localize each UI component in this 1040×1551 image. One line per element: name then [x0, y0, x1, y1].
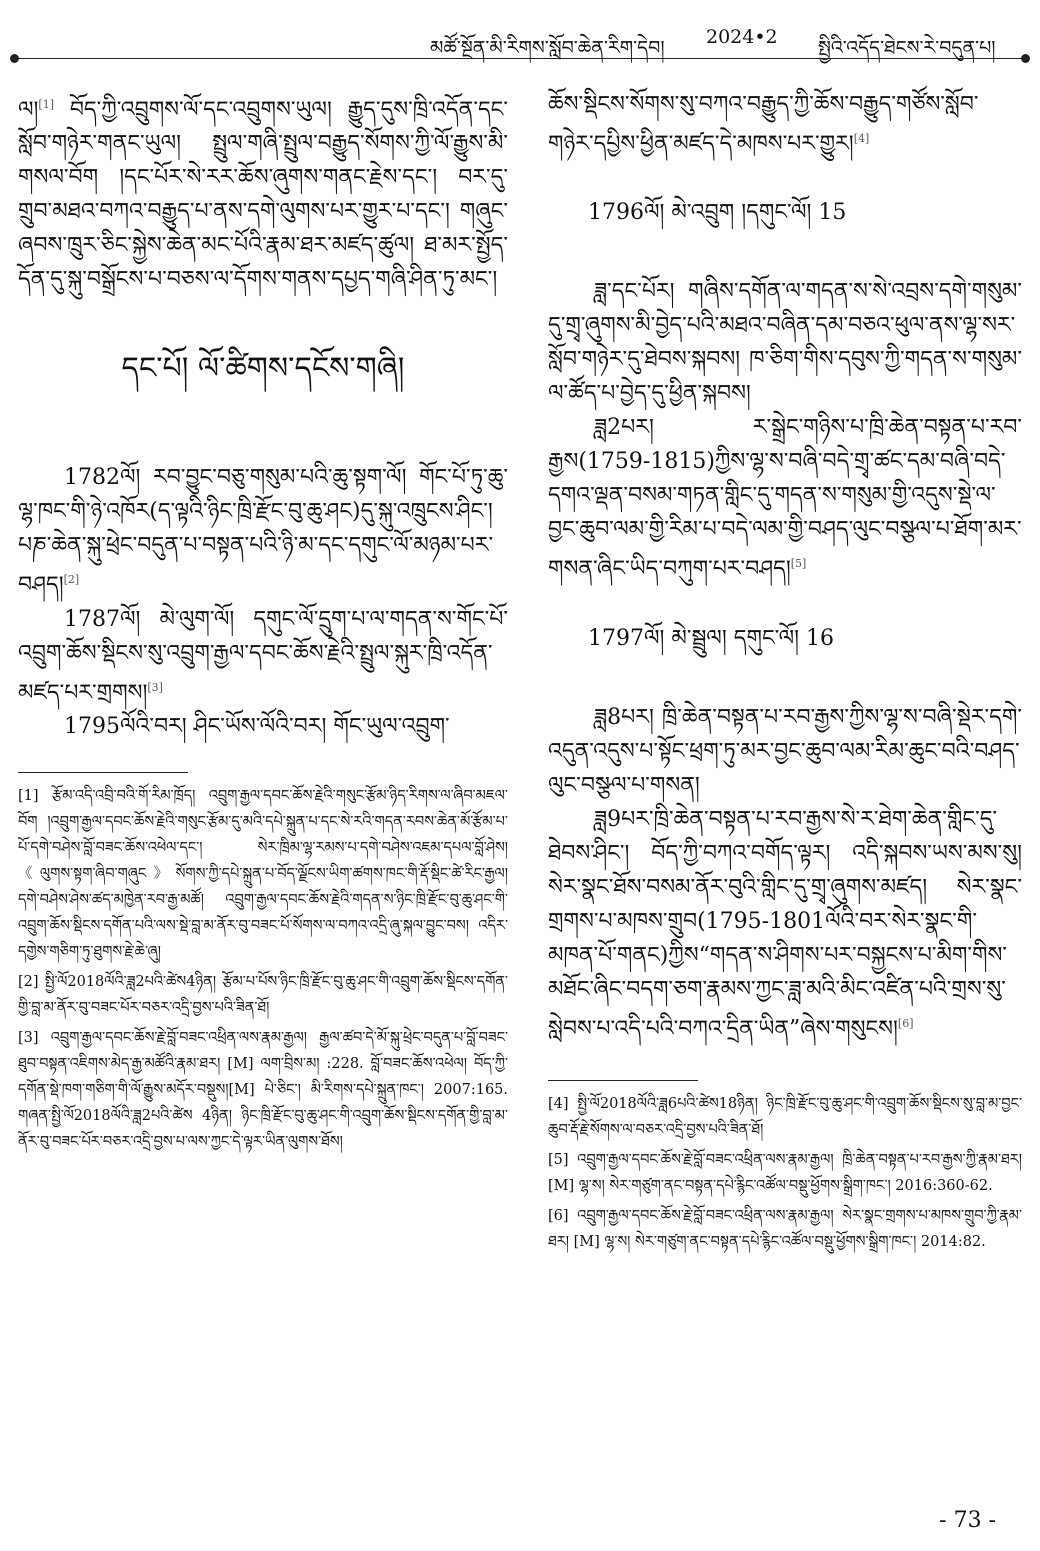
subheading-1797: 1797ལོ། མེ་སྦྲུལ། དགུང་ལོ། 16	[588, 625, 835, 651]
running-title: སྤྱིའི་འདོད་ཐེངས་རེ་བདུན་པ།	[818, 37, 996, 59]
paragraph-1797-b: ཟླ9པར་ཁྲི་ཆེན་བསྟན་པ་རབ་རྒྱས་སེ་ར་ཐེག་ཆེན་གླིང་དུ་ཐེབས་ཤིང་། བོད་ཀྱི་བཀའ་བགོད་ལྟར། འདི་སྐབས་ཡས་མས་སུ། སེར་སྣང་ཐོས་བསམ་ནོར་བུའི་གླིང་དུ་གྲྭ་ཞུགས་མཛད། སེར་སྣང་གྲགས་པ་མཁས་གྲུབ(1795-1801ལོའི་བར་སེར་སྣང་གི་མཁན་པོ་གནང)ཀྱིས“གདན་ས་ཤིགས་པར་བསྐྱངས་པ་མིག་གིས་མཐོང་ཞིང་བདག་ཅག་རྣམས་ཀྱང་ཟླ་མའི་མིང་འཛིན་པའི་གྲས་སུ་སླེབས་པ་འདི་པའི་བཀའ་དྲིན་ཡིན”ཞེས་གསུངས།[6]	[548, 806, 1022, 1041]
paragraph-1797-a: ཟླ8པར། ཁྲི་ཆེན་བསྟན་པ་རབ་རྒྱས་ཀྱིས་ལྷ་ས་བཞི་སྡེར་དགེ་འདུན་འདུས་པ་སྟོང་ཕྲག་ཏུ་མར་བྱང་ཆུབ་ལམ་རིམ་ཆུང་བའི་བཤད་ལུང་བསྩལ་པ་གསན།	[548, 704, 1022, 798]
issue-number: 2024•2	[706, 26, 778, 48]
header-dot-right	[1021, 54, 1030, 63]
header-rule	[14, 58, 1026, 59]
paragraph-1795: 1795ལོའི་བར། ཤིང་ཡོས་ལོའི་བར། གོང་ཡུལ་འབྲུག་	[64, 713, 450, 739]
paragraph-1787: 1787ལོ། མེ་ལུག་ལོ། དགུང་ལོ་དྲུག་པ་ལ་གདན་ས་གོང་པོ་འབྲུག་ཆོས་སྡིངས་སུ་འབྲུག་རྒྱལ་དབང་ཆོས་རྗེའི་སྤྲུལ་སྐུར་ཁྲི་འདོན་མཛད་པར་གྲགས།[3]	[18, 606, 508, 705]
footnote-6: [6] འབྲུག་རྒྱལ་དབང་ཆོས་རྗེ་བློ་བཟང་འཕྲིན་ལས་རྣམ་རྒྱལ། སེར་སྣང་གྲགས་པ་མཁས་གྲུབ་ཀྱི་རྣམ་ཐར། [M] ལྷ་ས། སེར་གཙུག་ནང་བསྟན་དཔེ་རྙིང་འཚོལ་བསྡུ་ཕྱོགས་སྒྲིག་ཁང་། 2014:82.	[548, 1207, 1022, 1250]
footnote-marker: [6]	[897, 1016, 914, 1030]
footnote-marker: [5]	[790, 557, 807, 571]
paragraph-1796-a: ཟླ་དང་པོར། གཞིས་དགོན་ལ་གདན་ས་སེ་འབྲས་དགེ་གསུམ་དུ་གྲྭ་ཞུགས་མི་བྱེད་པའི་མཐའ་བཞིན་དམ་བཅའ་ཕུལ་ནས་ལྷ་སར་སློབ་གཉེར་དུ་ཐེབས་སྐབས། ཁ་ཅིག་གིས་དབུས་ཀྱི་གདན་ས་གསུམ་ལ་ཚོད་པ་བྱེད་དུ་ཕྱིན་སྐབས།	[548, 279, 1022, 407]
intro-paragraph: ལ།[1] བོད་ཀྱི་འབྲུགས་ལོ་དང་འབྲུགས་ཡུལ། རྒྱུད་དུས་ཁྲི་འདོན་དང་སློབ་གཉེར་གནང་ཡུལ། སྤྲུལ་གཞི་སྤྲུལ་བརྒྱུད་སོགས་ཀྱི་ལོ་རྒྱུས་མི་གསལ་བོག །དང་པོར་སེ་རར་ཆོས་ཞུགས་གནང་རྗེས་དང་། བར་དུ་གྲུབ་མཐའ་བཀའ་བརྒྱུད་པ་ནས་དགེ་ལུགས་པར་གྱུར་པ་དང་། གཞུང་ཞབས་ཁྲུར་ཅིང་སྐྱེས་ཆེན་མང་པོའི་རྣམ་ཐར་མཛད་ཚུལ། ཐ་མར་སྤྱོད་དོན་དུ་སྐུ་བསྒྲོངས་པ་བཅས་ལ་དོགས་གནས་དཔྱད་གཞི་ཤིན་ཏུ་མང་།	[18, 97, 508, 293]
paragraph-1796-b: ཟླ2པར། ར་སྒྲེང་གཉིས་པ་ཁྲི་ཆེན་བསྟན་པ་རབ་རྒྱས(1759-1815)ཀྱིས་ལྷ་ས་བཞི་བདེ་གྲྭ་ཚང་དམ་བཞི་བདེ་དགའ་ལྡན་བསམ་གཏན་གླིང་དུ་གདན་ས་གསུམ་གྱི་འདུས་སྡེ་ལ་བྱང་ཆུབ་ལམ་གྱི་རིམ་པ་བདེ་ལམ་གྱི་བཤད་ལུང་བསྩལ་པ་ཐོག་མར་གསན་ཞིང་ཡིད་བཀུག་པར་བཤད།[5]	[548, 415, 1022, 582]
section-heading: དང་པོ། ལོ་ཚིགས་དངོས་གཞི།	[121, 351, 405, 387]
footnote-3: [3] འབྲུག་རྒྱལ་དབང་ཆོས་རྗེ་བློ་བཟང་འཕྲིན་ལས་རྣམ་རྒྱལ། རྒྱལ་ཚབ་དེ་མོ་སྐུ་ཕྲེང་བདུན་པ་བློ་བཟང་ཐུབ་བསྟན་འཇིགས་མེད་རྒྱ་མཚོའི་རྣམ་ཐར། [M] ལག་བྲིས་མ། :228. བློ་བཟང་ཆོས་འཕེལ། བོད་ཀྱི་དགོན་སྡེ་ཁག་གཅིག་གི་ལོ་རྒྱུས་མདོར་བསྡུས།[M] པེ་ཅིང་། མི་རིགས་དཔེ་སྐྲུན་ཁང་། 2007:165. གཞན་སྤྱི་ལོ2018ལོའི་ཟླ2པའི་ཚེས 4ཉིན། ཉིང་ཁྲི་རྫོང་བུ་ཆུ་ཤང་གི་འབྲུག་ཆོས་སྡིངས་དགོན་གྱི་བླ་མ་ནོར་བུ་བཟང་པོར་བཅར་འདྲི་བྱས་པ་ལས་ཀྱང་དེ་ལྟར་ཡིན་ལུགས་ཐོས།	[18, 1029, 508, 1150]
page-header	[0, 0, 1040, 62]
footnote-1: [1] རྩོམ་འདི་འབྲི་བའི་གོ་རིམ་ཁྲོད། འབྲུག་རྒྱལ་དབང་ཆོས་རྗེའི་གསུང་རྩོམ་ཉིད་རིགས་ལ་ཞིབ་མཇལ་བོག །འབྲུག་རྒྱལ་དབང་ཆོས་རྗེའི་གསུང་རྩོམ་དུ་མའི་དཔེ་སྐྲུན་པ་དང་སེ་རའི་གདན་རབས་ཆེན་མོ་རྩོམ་པ་པོ་དགེ་བཤེས་བློ་བཟང་ཆོས་འཕེལ་དང་། སེར་ཁྲིམ་ལྷ་རམས་པ་དགེ་བཤེས་འཇམ་དཔལ་བློ་ཤེས། 《ལུགས་སྟག་ཞིབ་གཞུང》སོགས་ཀྱི་དཔེ་སྐྲུན་པ་བོད་ལྗོངས་ཡིག་ཚགས་ཁང་གི་རྡོ་སྡིང་ཚེ་རིང་རྒྱལ། དགེ་བཤེས་ཤེས་ཚད་མཁྱེན་རབ་རྒྱ་མཚོ། འབྲུག་རྒྱལ་དབང་ཆོས་རྗེའི་གདན་ས་ཉིང་ཁྲི་རྫོང་བུ་ཆུ་ཤང་གི་འབྲུག་ཆོས་སྡིངས་དགོན་པའི་ལས་སྡེ་བླ་མ་ནོར་བུ་བཟང་པོ་སོགས་ལ་བཀའ་འདྲི་ཞུ་སྐལ་བྱུང་བས། འདིར་དགྱེས་གཅིག་ཏུ་ཐུགས་རྗེ་ཆེ་ཞུ།	[18, 787, 508, 960]
footnote-marker: [4]	[853, 132, 870, 145]
left-column	[18, 88, 508, 1159]
footnote-rule	[548, 1080, 698, 1081]
page-number: - 73 -	[939, 1508, 996, 1533]
footnote-marker: [3]	[147, 680, 163, 694]
continuation-paragraph: ཆོས་སྡིངས་སོགས་སུ་བཀའ་བརྒྱུད་ཀྱི་ཆོས་བརྒྱུད་གཙོས་སློབ་གཉེར་དཔྱིས་ཕྱིན་མཛད་དེ་མཁས་པར་གྱུར།[4]	[548, 92, 979, 157]
journal-title: མཚོ་སྔོན་མི་རིགས་སློབ་ཆེན་རིག་དེབ།	[430, 37, 665, 59]
right-column	[548, 88, 1022, 1259]
footnote-marker: [2]	[63, 573, 80, 587]
footnote-5: [5] འབྲུག་རྒྱལ་དབང་ཆོས་རྗེ་བློ་བཟང་འཕྲིན་ལས་རྣམ་རྒྱལ། ཁྲི་ཆེན་བསྟན་པ་རབ་རྒྱས་ཀྱི་རྣམ་ཐར། [M] ལྷ་ས། སེར་གཙུག་ནང་བསྟན་དཔེ་རྙིང་འཚོལ་བསྡུ་ཕྱོགས་སྒྲིག་ཁང་། 2016:360-62.	[548, 1151, 1022, 1194]
footnote-rule	[18, 772, 188, 773]
paragraph-1782: 1782ལོ། རབ་བྱུང་བཅུ་གསུམ་པའི་ཆུ་སྟག་ལོ། གོང་པོ་ཏུ་ཆུ་ལྷ་ཁང་གི་ཉེ་འཁོར(ད་ལྟའི་ཉིང་ཁྲི་རྫོང་བུ་ཆུ་ཤང)དུ་སྐུ་འཁྲུངས་ཤིང་། པཎ་ཆེན་སྐུ་ཕྲེང་བདུན་པ་བསྟན་པའི་ཉི་མ་དང་དགུང་ལོ་མཉམ་པར་བཤད།[2]	[18, 465, 508, 598]
footnote-2: [2] སྤྱི་ལོ2018ལོའི་ཟླ2པའི་ཚེས4ཉིན། རྩོམ་པ་པོས་ཉིང་ཁྲི་རྫོང་བུ་ཆུ་ཤང་གི་འབྲུག་ཆོས་སྡིངས་དགོན་གྱི་བླ་མ་ནོར་བུ་བཟང་པོར་བཅར་འདྲི་བྱས་པའི་ཟིན་ཐོ།	[18, 973, 508, 1016]
subheading-1796: 1796ལོ། མེ་འབྲུག །དགུང་ལོ། 15	[588, 200, 847, 226]
footnote-4: [4] སྤྱི་ལོ2018ལོའི་ཟླ6པའི་ཚེས18ཉིན། ཉིང་ཁྲི་རྫོང་བུ་ཆུ་ཤང་གི་འབྲུག་ཆོས་སྡིངས་སུ་བླ་མ་བྱང་ཆུབ་རྡོ་རྗེ་སོགས་ལ་བཅར་འདྲི་བྱས་པའི་ཟིན་ཐོ།	[548, 1095, 1022, 1138]
footnote-marker: [1]	[38, 98, 55, 111]
header-dot-left	[10, 54, 19, 63]
